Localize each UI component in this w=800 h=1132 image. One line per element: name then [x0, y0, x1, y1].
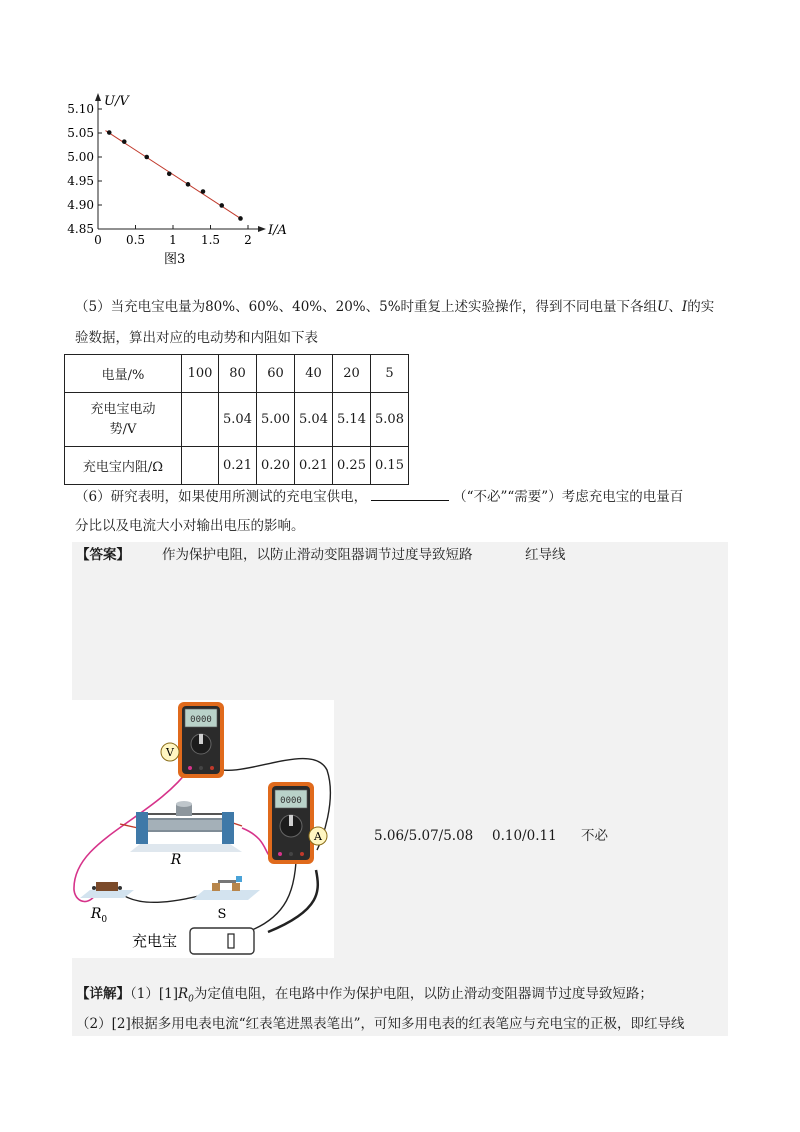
y-tick-label: 5.10	[67, 102, 94, 116]
table-cell: 100	[182, 355, 219, 393]
x-axis-arrow	[258, 226, 266, 232]
detail-l2: （2）[2]根据多用电表电流“红表笔进黑表笔出”，可知多用电表的红表笔应与充电宝的正极，即红导线	[76, 1016, 685, 1032]
q6-line-1	[75, 486, 683, 507]
detail-line-1	[76, 984, 653, 1010]
data-point	[201, 189, 206, 194]
x-tick-label: 1	[169, 233, 177, 247]
q5-sep: 、	[668, 299, 682, 315]
answer-1: 作为保护电阻，以防止滑动变阻器调节过度导致短路	[162, 547, 473, 563]
wire-pink	[74, 768, 190, 902]
table-cell: 5.14	[333, 393, 371, 447]
detail-l1-a: （1）[1]	[130, 986, 178, 1002]
table-cell	[182, 393, 219, 447]
detail-r0-var: R	[177, 986, 189, 1002]
row-label-line-b: 势/V	[109, 421, 137, 437]
power-bank-port	[228, 934, 234, 948]
table-cell: 0.21	[219, 447, 257, 485]
q5-text-2: 验数据，算出对应的电动势和内阻如下表	[75, 330, 318, 346]
answer-blank[interactable]	[371, 486, 449, 501]
x-tick-label: 1.5	[200, 233, 221, 247]
table-cell: 5	[371, 355, 409, 393]
q5-line-1	[75, 297, 735, 317]
x-ticks	[94, 225, 252, 247]
data-point	[167, 172, 172, 177]
circuit-figure	[72, 700, 334, 958]
ammeter-label: A	[314, 830, 322, 843]
switch-s	[192, 876, 260, 900]
data-table	[64, 354, 409, 485]
table-cell: 5.04	[219, 393, 257, 447]
detail-tag: 【详解】	[76, 986, 130, 1002]
y-axis-label: U/V	[104, 94, 129, 109]
ui-graph	[60, 85, 320, 275]
y-axis-arrow	[95, 93, 101, 101]
answer-tag: 【答案】	[76, 547, 130, 563]
y-tick-label: 5.05	[67, 126, 94, 140]
answer-5: 不必	[581, 828, 608, 844]
x-tick-label: 0.5	[125, 233, 146, 247]
detail-r0-sub: 0	[188, 994, 194, 1005]
circuit-svg	[72, 700, 334, 958]
table-cell	[65, 393, 182, 447]
table-cell: 0.15	[371, 447, 409, 485]
y-tick-label: 5.00	[67, 150, 94, 164]
power-bank	[190, 928, 254, 954]
data-table-wrap	[64, 354, 409, 485]
wire-black-3	[252, 862, 296, 930]
q6-line-2	[75, 516, 305, 536]
table-cell: 80	[219, 355, 257, 393]
table-cell: 5.08	[371, 393, 409, 447]
voltmeter	[178, 702, 224, 778]
table-cell: 0.21	[295, 447, 333, 485]
table-row	[65, 447, 409, 485]
table-row	[65, 355, 409, 393]
table-cell: 电量/%	[65, 355, 182, 393]
table-cell: 60	[257, 355, 295, 393]
q5-line-2	[75, 328, 318, 348]
data-point	[219, 203, 224, 208]
q5-var-i: I	[681, 299, 688, 315]
answer-box	[72, 542, 728, 700]
answer-3: 5.06/5.07/5.08	[374, 828, 474, 844]
graph-caption: 图3	[164, 252, 186, 267]
answer-box-right	[334, 700, 728, 958]
answer-4: 0.10/0.11	[492, 828, 557, 844]
detail-line-2	[76, 1014, 685, 1034]
ammeter	[268, 782, 314, 864]
resistor-r0	[80, 882, 134, 898]
y-ticks	[67, 102, 102, 236]
voltmeter-label: V	[166, 746, 174, 759]
table-cell: 充电宝内阻/Ω	[65, 447, 182, 485]
data-point	[238, 216, 243, 221]
y-tick-label: 4.85	[67, 222, 94, 236]
detail-box	[72, 976, 728, 1036]
table-cell	[182, 447, 219, 485]
q6-prefix: （6）研究表明，如果使用所测试的充电宝供电，	[75, 489, 368, 505]
data-point	[144, 155, 149, 160]
table-cell: 5.04	[295, 393, 333, 447]
table-row	[65, 393, 409, 447]
switch-label: S	[217, 907, 227, 922]
q6-options: （“不必”“需要”）考虑充电宝的电量百	[453, 489, 684, 505]
data-point	[122, 139, 127, 144]
x-axis-label: I/A	[268, 223, 287, 238]
row-label-line-a: 充电宝电动	[90, 401, 156, 417]
power-bank-label: 充电宝	[132, 932, 178, 950]
svg-text:0000: 0000	[280, 796, 302, 806]
y-tick-label: 4.90	[67, 198, 94, 212]
answer-2: 红导线	[525, 547, 566, 563]
q5-text: （5）当充电宝电量为80%、60%、40%、20%、5%时重复上述实验操作，得到不同电量下各组	[75, 299, 658, 315]
rheostat-label: R	[170, 852, 182, 868]
x-tick-label: 2	[244, 233, 252, 247]
table-cell: 40	[295, 355, 333, 393]
wire-black-4	[268, 870, 318, 932]
answer-box-bottom	[72, 958, 728, 976]
q5-var-u: U	[657, 299, 669, 315]
q6-text-2: 分比以及电流大小对输出电压的影响。	[75, 518, 305, 534]
q5-text-end: 的实	[687, 299, 715, 315]
data-point	[186, 182, 191, 187]
svg-text:0000: 0000	[190, 715, 212, 725]
table-cell: 0.20	[257, 447, 295, 485]
r0-label: $R_0$	[90, 906, 108, 925]
y-tick-label: 4.95	[67, 174, 94, 188]
ui-graph-svg	[60, 85, 320, 275]
x-tick-label: 0	[94, 233, 102, 247]
data-point	[107, 130, 112, 135]
detail-l1-b: 为定值电阻，在电路中作为保护电阻，以防止滑动变阻器调节过度导致短路；	[193, 986, 653, 1002]
table-cell: 0.25	[333, 447, 371, 485]
table-cell: 20	[333, 355, 371, 393]
table-cell: 5.00	[257, 393, 295, 447]
